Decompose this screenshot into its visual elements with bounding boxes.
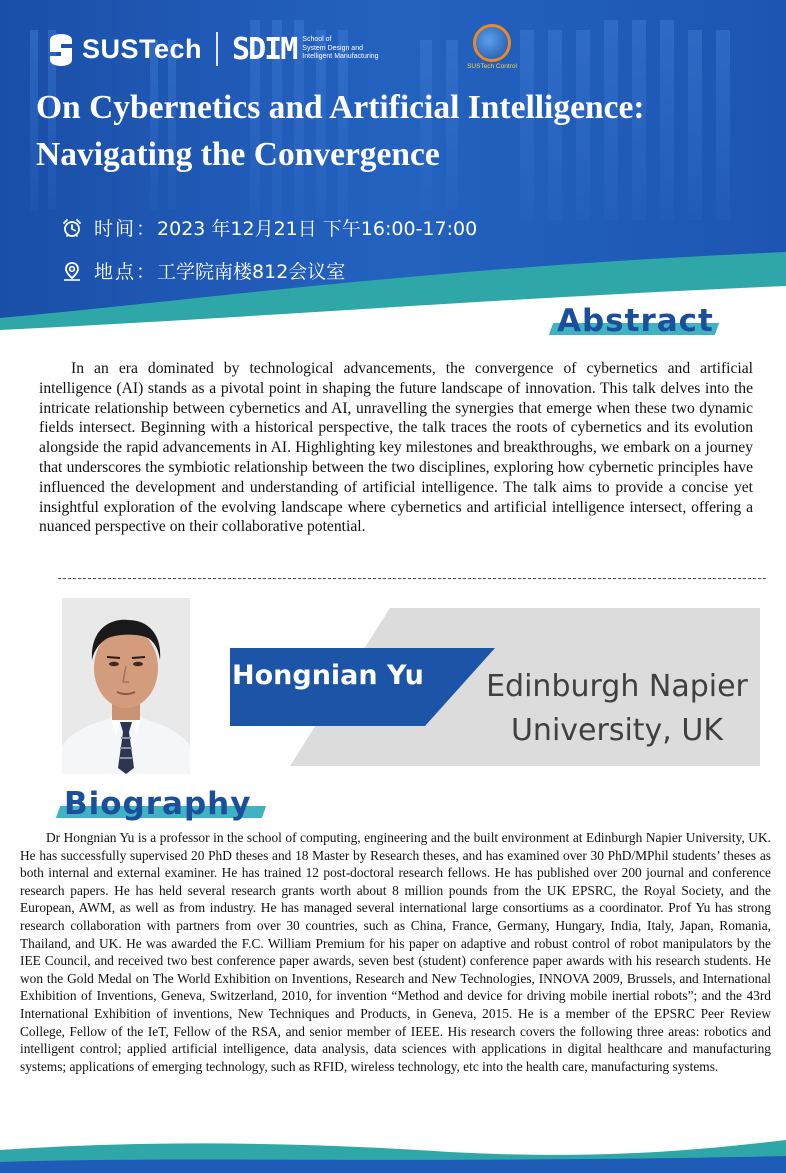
sdim-subtitle [302,36,402,62]
place-value: 工学院南楼812会议室 [157,261,346,283]
place-row [62,257,345,284]
sustech-control-logo [466,24,518,72]
logo-row [46,24,402,74]
control-logo-caption: SUSTech Control [467,63,517,70]
biography-text: Dr Hongnian Yu is a professor in the school of computing, engineering and the built environment at Edinburgh Napier University, UK. He has successfully supervised 20 PhD theses and 18 Master by Research theses, and has examined over 30 PhD/MPhil students’ theses as both internal and external examiner. He has trained 12 post-doctoral research fellows. He has published over 200 journal and conference research papers. He has held several research grants worth about 8 million pounds from the UK EPSRC, the Royal Society, and the European, AWM, as well as from industry. He has managed several international large consortiums as a coordinator. Prof Yu has strong research collaboration with partners from over 30 countries, such as China, France, Germany, Hungary, India, Italy, Japan, Romania, Thailand, and UK. He was awarded the F.C. William Premium for his paper on adaptive and robust control of robot manipulators by the IEE Council, and received two best conference paper awards, seven best (student) conference paper awards with his research students. He won the Gold Medal on The World Exhibition on Inventions, Research and New Technologies, INNOVA 2009, Brussels, and International Exhibition of Inventions, Geneva, Switzerland, 2010, for invention “Method and device for driving mobile inertial robots”; and the 43rd International Exhibition of inventions, New Techniques and Products, in Geneva, 2015. He is a member of the EPSRC Peer Review College, Fellow of the IeT, Fellow of the RSA, and senior member of IEEE. His research covers the following three areas: robotics and intelligent control; applied artificial intelligence, data analysis, data sciences with applications in digital healthcare and manufacturing systems; applications of emerging technology, such as RFID, wireless technology, etc into the health care, manufacturing systems. [20,830,771,1074]
speaker-photo [62,598,190,774]
abstract-heading-text: Abstract [557,303,714,339]
abstract-text: In an era dominated by technological advancements, the convergence of cybernetics and artificial intelligence (AI) stands as a pivotal point in shaping the future landscape of innovation. This talk delves into the intricate relationship between cybernetics and AI, unravelling the synergies that emerge when these two dynamic fields intersect. Beginning with a historical perspective, the talk traces the roots of cybernetics and its evolution alongside the rapid advancements in AI. Highlighting key milestones and breakthroughs, we embark on a journey that underscores the symbiotic relationship between the two disciplines, exploring how cybernetic principles have influenced the development and understanding of artificial intelligence. The talk aims to provide a concise yet insightful exploration of the evolving landscape where cybernetics and artificial intelligence intersect, offering a nuanced perspective on their collaborative potential. [39,360,753,536]
time-label: 时间： [94,218,158,240]
section-divider [58,578,766,579]
affiliation-line: University, UK [510,713,724,748]
sdim-sub-line: School of [302,36,332,44]
biography-heading-text: Biography [64,786,252,822]
globe-icon [473,24,511,62]
sustech-wordmark: SUSTech [82,33,203,64]
sdim-logo [232,32,402,67]
sdim-sub-line: Intelligent Manufacturing [302,53,379,61]
footer-wave [0,1120,786,1173]
sustech-emblem-icon [46,30,76,68]
affiliation-line: Edinburgh Napier [486,669,748,704]
logo-separator [216,32,218,66]
header-banner [0,0,786,330]
time-row [62,214,477,241]
sdim-sub-line: System Design and [302,44,363,52]
place-label: 地点： [94,261,158,283]
location-pin-icon [62,261,82,281]
abstract-heading [557,303,714,339]
sdim-wordmark: SDIM [232,31,297,67]
biography-heading [64,786,251,822]
talk-title [36,84,776,178]
alarm-clock-icon [62,218,82,238]
speaker-name: Hongnian Yu [232,660,424,691]
time-value: 2023 年12月21日 下午16:00-17:00 [157,218,478,240]
title-line: Navigating the Convergence [36,136,440,173]
speaker-portrait-image [62,598,190,774]
speaker-affiliation [472,665,762,753]
title-line: On Cybernetics and Artificial Intelligence: [36,89,645,126]
sustech-logo [46,30,202,68]
